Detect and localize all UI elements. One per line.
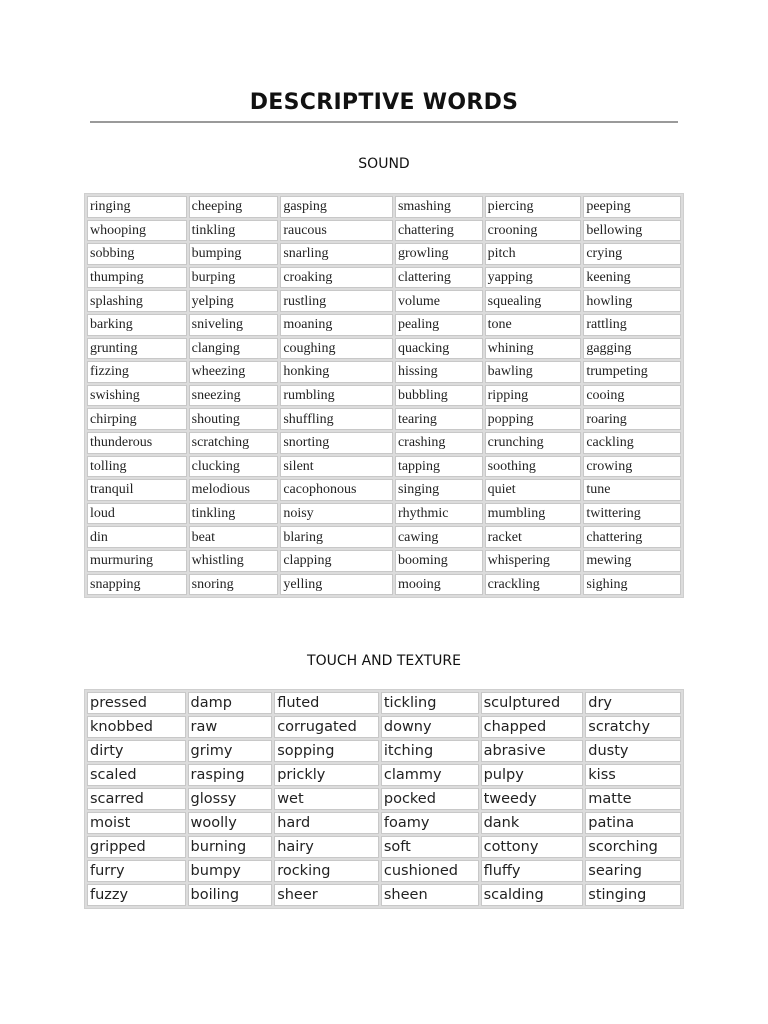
- word-cell: furry: [87, 860, 186, 882]
- word-cell: bumping: [189, 243, 279, 265]
- word-cell: hissing: [395, 361, 483, 383]
- word-cell: bumpy: [188, 860, 273, 882]
- word-cell: whooping: [87, 220, 187, 242]
- word-cell: quiet: [485, 479, 582, 501]
- table-row: [87, 692, 681, 714]
- section-heading-sound: SOUND: [358, 156, 410, 172]
- word-cell: snorting: [280, 432, 393, 454]
- word-cell: bawling: [485, 361, 582, 383]
- word-cell: pulpy: [481, 764, 584, 786]
- word-cell: sobbing: [87, 243, 187, 265]
- sound-words-table: [84, 193, 684, 598]
- word-cell: yelping: [189, 290, 279, 312]
- word-cell: sniveling: [189, 314, 279, 336]
- word-cell: shuffling: [280, 408, 393, 430]
- word-cell: rustling: [280, 290, 393, 312]
- word-cell: matte: [585, 788, 681, 810]
- word-cell: hairy: [274, 836, 379, 858]
- word-cell: corrugated: [274, 716, 379, 738]
- word-cell: howling: [583, 290, 681, 312]
- table-row: [87, 314, 681, 336]
- word-cell: tinkling: [189, 503, 279, 525]
- word-cell: clammy: [381, 764, 479, 786]
- word-cell: rasping: [188, 764, 273, 786]
- word-cell: hard: [274, 812, 379, 834]
- word-cell: rhythmic: [395, 503, 483, 525]
- table-row: [87, 574, 681, 596]
- word-cell: cackling: [583, 432, 681, 454]
- title-divider: [90, 121, 678, 123]
- word-cell: keening: [583, 267, 681, 289]
- word-cell: gripped: [87, 836, 186, 858]
- word-cell: ringing: [87, 196, 187, 218]
- word-cell: sheer: [274, 884, 379, 906]
- table-row: [87, 764, 681, 786]
- word-cell: mumbling: [485, 503, 582, 525]
- word-cell: din: [87, 526, 187, 548]
- section-heading-touch-and-texture: TOUCH AND TEXTURE: [307, 653, 461, 669]
- word-cell: chattering: [395, 220, 483, 242]
- word-cell: dusty: [585, 740, 681, 762]
- word-cell: barking: [87, 314, 187, 336]
- word-cell: trumpeting: [583, 361, 681, 383]
- word-cell: thunderous: [87, 432, 187, 454]
- word-cell: sculptured: [481, 692, 584, 714]
- word-cell: peeping: [583, 196, 681, 218]
- word-cell: sopping: [274, 740, 379, 762]
- word-cell: volume: [395, 290, 483, 312]
- word-cell: squealing: [485, 290, 582, 312]
- table-row: [87, 550, 681, 572]
- word-cell: grunting: [87, 338, 187, 360]
- word-cell: scratchy: [585, 716, 681, 738]
- word-cell: tone: [485, 314, 582, 336]
- word-cell: burping: [189, 267, 279, 289]
- table-row: [87, 479, 681, 501]
- word-cell: kiss: [585, 764, 681, 786]
- word-cell: tweedy: [481, 788, 584, 810]
- word-cell: coughing: [280, 338, 393, 360]
- word-cell: mooing: [395, 574, 483, 596]
- word-cell: tolling: [87, 456, 187, 478]
- word-cell: silent: [280, 456, 393, 478]
- word-cell: gagging: [583, 338, 681, 360]
- word-cell: clattering: [395, 267, 483, 289]
- word-cell: snoring: [189, 574, 279, 596]
- table-row: [87, 361, 681, 383]
- word-cell: splashing: [87, 290, 187, 312]
- word-cell: crashing: [395, 432, 483, 454]
- table-row: [87, 503, 681, 525]
- table-row: [87, 267, 681, 289]
- word-cell: chirping: [87, 408, 187, 430]
- word-cell: pocked: [381, 788, 479, 810]
- word-cell: loud: [87, 503, 187, 525]
- table-row: [87, 812, 681, 834]
- word-cell: fluffy: [481, 860, 584, 882]
- word-cell: sheen: [381, 884, 479, 906]
- word-cell: wheezing: [189, 361, 279, 383]
- word-cell: beat: [189, 526, 279, 548]
- word-cell: clucking: [189, 456, 279, 478]
- word-cell: yelling: [280, 574, 393, 596]
- word-cell: pitch: [485, 243, 582, 265]
- table-row: [87, 290, 681, 312]
- word-cell: chattering: [583, 526, 681, 548]
- word-cell: rumbling: [280, 385, 393, 407]
- word-cell: roaring: [583, 408, 681, 430]
- word-cell: soft: [381, 836, 479, 858]
- word-cell: crackling: [485, 574, 582, 596]
- table-row: [87, 220, 681, 242]
- table-row: [87, 408, 681, 430]
- word-cell: snapping: [87, 574, 187, 596]
- word-cell: crooning: [485, 220, 582, 242]
- word-cell: growling: [395, 243, 483, 265]
- word-cell: whispering: [485, 550, 582, 572]
- word-cell: pealing: [395, 314, 483, 336]
- word-cell: shouting: [189, 408, 279, 430]
- word-cell: snarling: [280, 243, 393, 265]
- word-cell: tinkling: [189, 220, 279, 242]
- word-cell: dirty: [87, 740, 186, 762]
- word-cell: tapping: [395, 456, 483, 478]
- word-cell: croaking: [280, 267, 393, 289]
- word-cell: dry: [585, 692, 681, 714]
- word-cell: murmuring: [87, 550, 187, 572]
- table-row: [87, 884, 681, 906]
- word-cell: yapping: [485, 267, 582, 289]
- word-cell: downy: [381, 716, 479, 738]
- word-cell: clanging: [189, 338, 279, 360]
- word-cell: prickly: [274, 764, 379, 786]
- word-cell: damp: [188, 692, 273, 714]
- word-cell: sighing: [583, 574, 681, 596]
- word-cell: tickling: [381, 692, 479, 714]
- word-cell: abrasive: [481, 740, 584, 762]
- word-cell: singing: [395, 479, 483, 501]
- word-cell: cottony: [481, 836, 584, 858]
- word-cell: glossy: [188, 788, 273, 810]
- table-row: [87, 456, 681, 478]
- word-cell: cawing: [395, 526, 483, 548]
- word-cell: booming: [395, 550, 483, 572]
- word-cell: swishing: [87, 385, 187, 407]
- table-row: [87, 526, 681, 548]
- table-row: [87, 860, 681, 882]
- table-row: [87, 716, 681, 738]
- word-cell: scorching: [585, 836, 681, 858]
- word-cell: smashing: [395, 196, 483, 218]
- word-cell: soothing: [485, 456, 582, 478]
- table-row: [87, 740, 681, 762]
- word-cell: honking: [280, 361, 393, 383]
- word-cell: crowing: [583, 456, 681, 478]
- table-row: [87, 432, 681, 454]
- table-row: [87, 338, 681, 360]
- word-cell: scalding: [481, 884, 584, 906]
- table-row: [87, 788, 681, 810]
- word-cell: sneezing: [189, 385, 279, 407]
- word-cell: blaring: [280, 526, 393, 548]
- table-row: [87, 196, 681, 218]
- word-cell: tranquil: [87, 479, 187, 501]
- word-cell: fizzing: [87, 361, 187, 383]
- word-cell: fluted: [274, 692, 379, 714]
- word-cell: woolly: [188, 812, 273, 834]
- word-cell: itching: [381, 740, 479, 762]
- word-cell: raucous: [280, 220, 393, 242]
- word-cell: burning: [188, 836, 273, 858]
- word-cell: crunching: [485, 432, 582, 454]
- word-cell: raw: [188, 716, 273, 738]
- word-cell: ripping: [485, 385, 582, 407]
- word-cell: gasping: [280, 196, 393, 218]
- word-cell: grimy: [188, 740, 273, 762]
- word-cell: cushioned: [381, 860, 479, 882]
- word-cell: pressed: [87, 692, 186, 714]
- word-cell: cooing: [583, 385, 681, 407]
- word-cell: whistling: [189, 550, 279, 572]
- word-cell: popping: [485, 408, 582, 430]
- word-cell: racket: [485, 526, 582, 548]
- word-cell: fuzzy: [87, 884, 186, 906]
- word-cell: tearing: [395, 408, 483, 430]
- word-cell: thumping: [87, 267, 187, 289]
- word-cell: boiling: [188, 884, 273, 906]
- page-title: DESCRIPTIVE WORDS: [249, 90, 519, 115]
- word-cell: mewing: [583, 550, 681, 572]
- word-cell: cacophonous: [280, 479, 393, 501]
- word-cell: moaning: [280, 314, 393, 336]
- word-cell: melodious: [189, 479, 279, 501]
- word-cell: bellowing: [583, 220, 681, 242]
- word-cell: bubbling: [395, 385, 483, 407]
- word-cell: noisy: [280, 503, 393, 525]
- touch-and-texture-words-table: [84, 689, 684, 909]
- word-cell: whining: [485, 338, 582, 360]
- word-cell: scaled: [87, 764, 186, 786]
- word-cell: searing: [585, 860, 681, 882]
- word-cell: chapped: [481, 716, 584, 738]
- word-cell: scarred: [87, 788, 186, 810]
- word-cell: wet: [274, 788, 379, 810]
- word-cell: crying: [583, 243, 681, 265]
- word-cell: clapping: [280, 550, 393, 572]
- word-cell: tune: [583, 479, 681, 501]
- word-cell: rattling: [583, 314, 681, 336]
- word-cell: scratching: [189, 432, 279, 454]
- word-cell: rocking: [274, 860, 379, 882]
- word-cell: cheeping: [189, 196, 279, 218]
- word-cell: foamy: [381, 812, 479, 834]
- word-cell: stinging: [585, 884, 681, 906]
- table-row: [87, 836, 681, 858]
- table-row: [87, 385, 681, 407]
- word-cell: quacking: [395, 338, 483, 360]
- word-cell: twittering: [583, 503, 681, 525]
- word-cell: moist: [87, 812, 186, 834]
- table-row: [87, 243, 681, 265]
- word-cell: dank: [481, 812, 584, 834]
- word-cell: patina: [585, 812, 681, 834]
- word-cell: piercing: [485, 196, 582, 218]
- word-cell: knobbed: [87, 716, 186, 738]
